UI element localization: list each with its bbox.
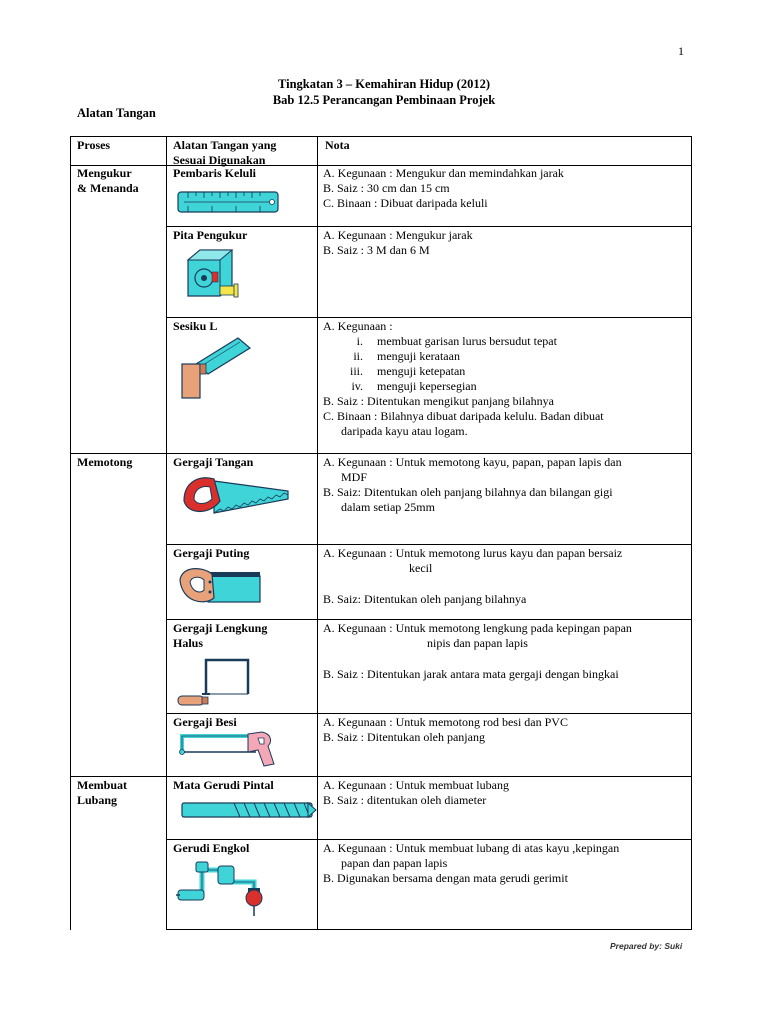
tool-gergaji-besi: Gergaji Besi [173,715,237,729]
sub-text: menguji kerataan [377,349,460,363]
header-alatan-line-1: Alatan Tangan yang [173,138,277,152]
note-line: A. Kegunaan : Untuk membuat lubang di atas kayu ,kepingan [323,841,620,855]
note-line: B. Saiz : Ditentukan oleh panjang [323,730,485,744]
header-alatan-line-2: Sesuai Digunakan [173,153,266,167]
notes-mata-gerudi-pintal [323,778,509,808]
page-number: 1 [678,44,684,58]
steel-ruler-icon [176,188,280,216]
tenon-saw-icon [178,562,262,608]
row-divider [166,839,692,840]
notes-pembaris-keluli [323,166,564,211]
note-line: dalam setiap 25mm [341,500,435,514]
note-line: A. Kegunaan : Mengukur jarak [323,228,473,242]
row-divider [166,713,692,714]
tool-name-line-1: Gergaji Lengkung [173,621,268,635]
note-line: nipis dan papan lapis [427,636,528,650]
section-title: Alatan Tangan [77,106,156,120]
tool-pita-pengukur: Pita Pengukur [173,228,248,242]
note-line: kecil [409,561,433,575]
note-line: A. Kegunaan : Untuk memotong lengkung pada kepingan papan [323,621,632,635]
notes-pita-pengukur [323,228,473,258]
note-line: A. Kegunaan : [323,319,393,333]
table-border-top [70,136,692,137]
sub-text: membuat garisan lurus bersudut tepat [377,334,557,348]
note-line: A. Kegunaan : Untuk memotong lurus kayu dan papan bersaiz [323,546,623,560]
process-mengukur-line-1: Mengukur [77,166,132,180]
tool-name-line-2: Halus [173,636,204,650]
sub-text: menguji kepersegian [377,379,477,393]
note-line: A. Kegunaan : Untuk membuat lubang [323,778,509,792]
sub-number: iii. [349,364,363,378]
row-divider [166,226,692,227]
header-nota: Nota [325,138,350,152]
table-border-bottom [166,929,692,930]
coping-saw-icon [176,654,256,710]
tool-gerudi-engkol: Gerudi Engkol [173,841,250,855]
sub-number: i. [356,334,363,348]
hacksaw-icon [176,728,276,770]
process-mengukur [77,166,139,196]
process-lubang-line-2: Lubang [77,793,118,807]
note-line: C. Binaan : Bilahnya dibuat daripada kelulu. Badan dibuat [323,409,604,423]
note-line: A. Kegunaan : Mengukur dan memindahkan jarak [323,166,564,180]
brace-drill-icon [176,858,276,920]
twist-drill-bit-icon [178,795,318,825]
note-line: A. Kegunaan : Untuk memotong rod besi dan PVC [323,715,568,729]
notes-gergaji-tangan [323,455,622,515]
notes-sesiku-l [323,319,604,439]
note-line: B. Saiz : 30 cm dan 15 cm [323,181,450,195]
row-divider [166,317,692,318]
measuring-tape-icon [182,246,244,308]
notes-gergaji-besi [323,715,568,745]
notes-gerudi-engkol [323,841,619,886]
header-alatan [173,138,276,168]
row-divider [70,776,692,777]
sub-number: iv. [351,379,363,393]
tool-gergaji-lengkung-halus [173,621,267,651]
note-line: B. Saiz : Ditentukan mengikut panjang bilahnya [323,394,554,408]
table-border-right [691,136,692,930]
note-line: B. Digunakan bersama dengan mata gerudi gerimit [323,871,568,885]
note-line: B. Saiz : ditentukan oleh diameter [323,793,487,807]
footer-credit: Prepared by: Suki [610,941,683,951]
tool-gergaji-puting: Gergaji Puting [173,546,250,560]
note-line: B. Saiz : Ditentukan jarak antara mata gergaji dengan bingkai [323,667,619,681]
header-proses: Proses [77,138,111,152]
notes-gergaji-lengkung-halus [323,621,632,682]
document-title [0,76,768,108]
tool-pembaris-keluli: Pembaris Keluli [173,166,256,180]
table-col-divider-1 [166,136,167,930]
note-line: MDF [341,470,368,484]
tool-gergaji-tangan: Gergaji Tangan [173,455,254,469]
table-border-left [70,136,71,930]
notes-gergaji-puting [323,546,622,607]
note-line: B. Saiz: Ditentukan oleh panjang bilahnya dan bilangan gigi [323,485,613,499]
tools-table [70,136,692,930]
try-square-icon [178,334,254,402]
row-divider [70,453,692,454]
title-line-2: Bab 12.5 Perancangan Pembinaan Projek [272,93,496,107]
process-mengukur-line-2: & Menanda [77,181,139,195]
process-membuat-lubang [77,778,127,808]
note-line: papan dan papan lapis [341,856,448,870]
tool-mata-gerudi-pintal: Mata Gerudi Pintal [173,778,274,792]
note-line: daripada kayu atau logam. [341,424,468,438]
sub-text: menguji ketepatan [377,364,466,378]
note-line: B. Saiz: Ditentukan oleh panjang bilahnya [323,592,527,606]
note-line: B. Saiz : 3 M dan 6 M [323,243,430,257]
process-memotong: Memotong [77,455,133,469]
row-divider [166,619,692,620]
sub-number: ii. [353,349,363,363]
row-divider [166,544,692,545]
title-line-1: Tingkatan 3 – Kemahiran Hidup (2012) [278,77,490,91]
tool-sesiku-l: Sesiku L [173,319,218,333]
process-lubang-line-1: Membuat [77,778,127,792]
hand-saw-icon [180,471,292,517]
note-line: A. Kegunaan : Untuk memotong kayu, papan, papan lapis dan [323,455,622,469]
note-line: C. Binaan : Dibuat daripada keluli [323,196,488,210]
